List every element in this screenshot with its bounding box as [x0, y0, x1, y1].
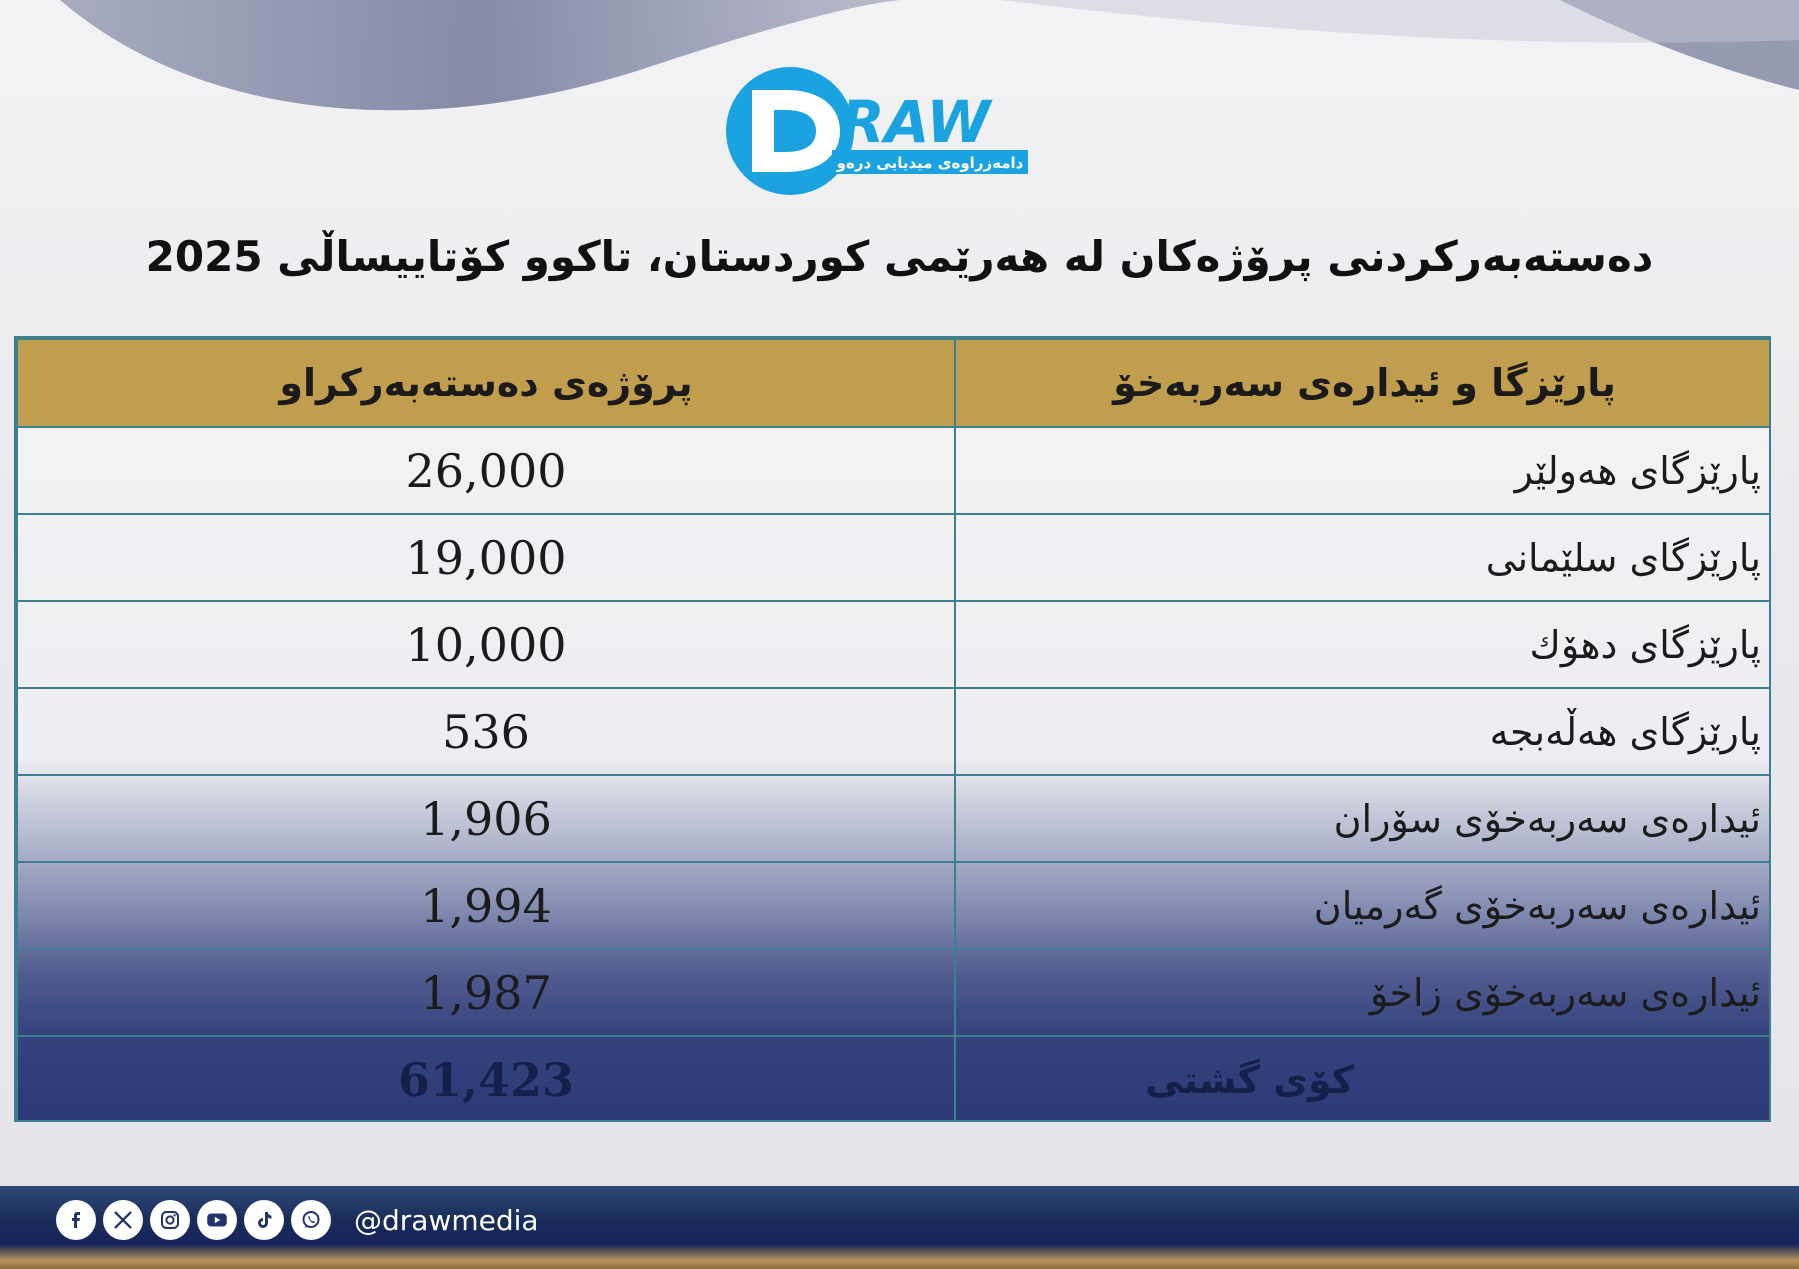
- social-handle[interactable]: @drawmedia: [354, 1203, 539, 1237]
- row-name: پارێزگای هەولێر: [955, 427, 1771, 514]
- row-name: ئیدارەی سەربەخۆی سۆران: [955, 775, 1771, 862]
- instagram-icon[interactable]: [150, 1200, 190, 1240]
- social-footer: [56, 1198, 539, 1242]
- table-header-row: [17, 339, 1771, 427]
- row-name: پارێزگای دهۆك: [955, 601, 1771, 688]
- row-value: 26,000: [17, 427, 955, 514]
- row-value: 1,906: [17, 775, 955, 862]
- row-name: پارێزگای هەڵەبجە: [955, 688, 1771, 775]
- row-value: 19,000: [17, 514, 955, 601]
- table-row: [17, 949, 1771, 1036]
- row-value: 10,000: [17, 601, 955, 688]
- row-value: 1,987: [17, 949, 955, 1036]
- draw-logo: [722, 62, 1072, 200]
- row-name: ئیدارەی سەربەخۆی گەرمیان: [955, 862, 1771, 949]
- table-row: [17, 427, 1771, 514]
- logo-tagline: دامەزراوەی میدیایی درەو: [836, 154, 1024, 172]
- row-value: 536: [17, 688, 955, 775]
- facebook-icon[interactable]: [56, 1200, 96, 1240]
- table-row: [17, 514, 1771, 601]
- table-row: [17, 775, 1771, 862]
- whatsapp-icon[interactable]: [291, 1200, 331, 1240]
- row-name: ئیدارەی سەربەخۆی زاخۆ: [955, 949, 1771, 1036]
- row-name: پارێزگای سلێمانی: [955, 514, 1771, 601]
- x-icon[interactable]: [103, 1200, 143, 1240]
- tiktok-icon[interactable]: [244, 1200, 284, 1240]
- table-row: [17, 862, 1771, 949]
- column-header-projects: پرۆژەی دەستەبەرکراو: [17, 339, 955, 427]
- total-value: 61,423: [17, 1036, 955, 1122]
- table-row: [17, 601, 1771, 688]
- logo-brand: RAW: [840, 88, 991, 156]
- total-label: کۆی گشتی: [955, 1036, 1771, 1122]
- youtube-icon[interactable]: [197, 1200, 237, 1240]
- page-title: دەستەبەرکردنی پرۆژەکان لە هەرێمی کوردستان، تاکوو کۆتاییساڵی 2025: [145, 232, 1654, 281]
- table-total-row: [17, 1036, 1771, 1122]
- table-row: [17, 688, 1771, 775]
- row-value: 1,994: [17, 862, 955, 949]
- column-header-province: پارێزگا و ئیدارەی سەربەخۆ: [955, 339, 1771, 427]
- data-table: [14, 336, 1771, 1122]
